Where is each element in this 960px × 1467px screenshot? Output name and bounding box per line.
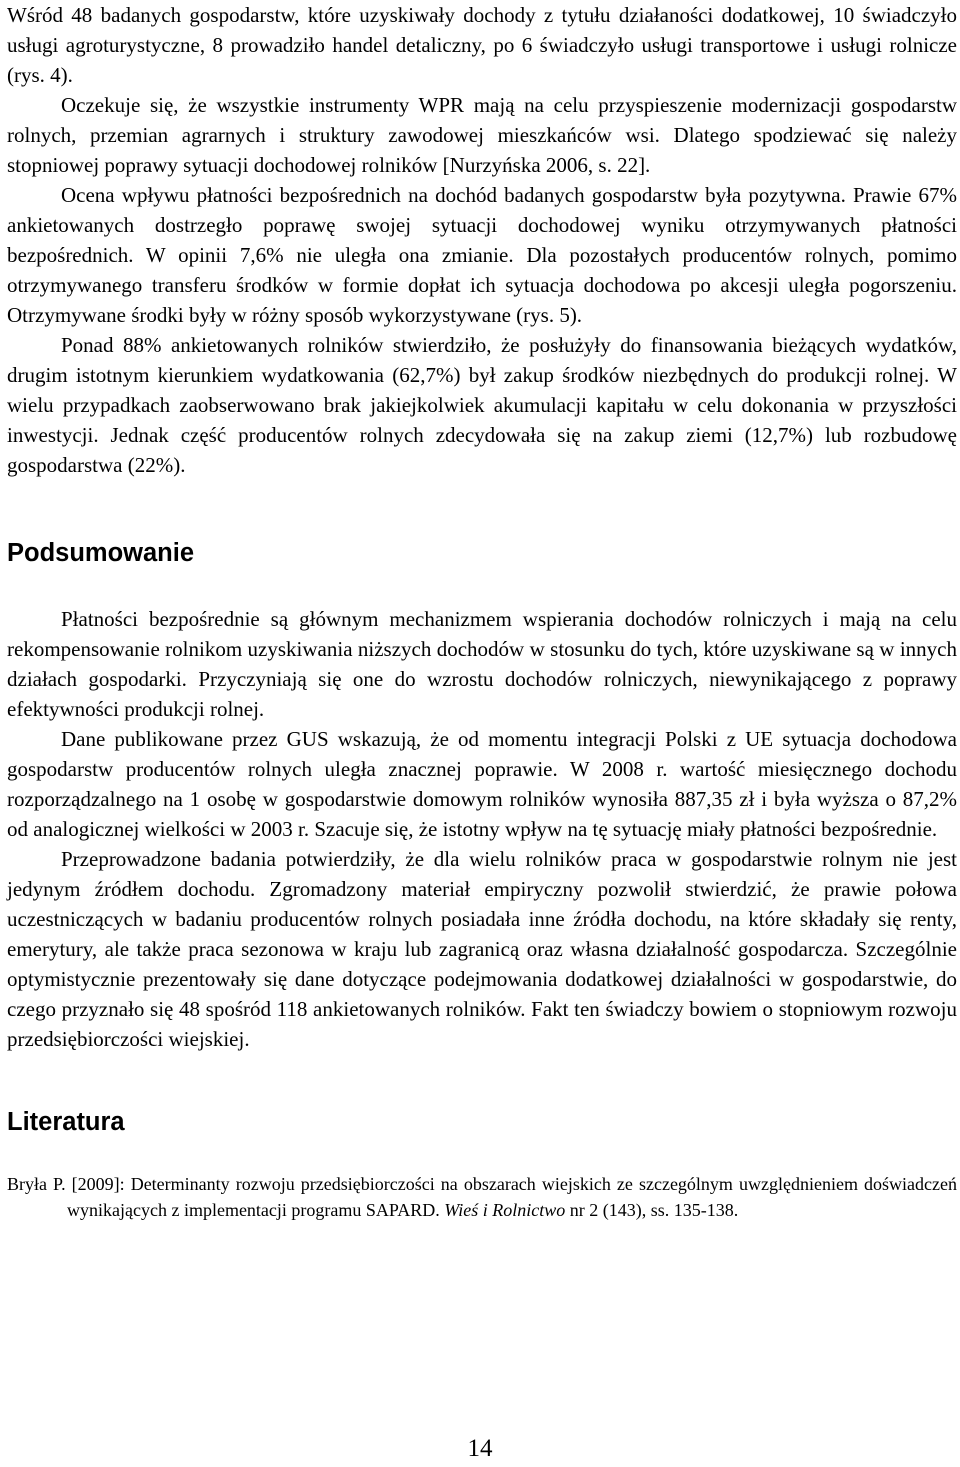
body-paragraph-4: Ponad 88% ankietowanych rolników stwierdziło, że posłużyły do finansowania bieżących wydatków, drugim istotnym kierunkiem wydatkowania (62,7%) był zakup środków niezbędnych do produkcji rolnej. W wielu przypadkach zaobserwowano brak jakiejkolwiek akumulacji kapitału w celu dokonania w przyszłości inwestycji. Jednak część producentów rolnych zdecydowała się na zakup ziemi (12,7%) lub rozbudowę gospodarstwa (22%).	[7, 333, 957, 477]
reference-entry	[7, 1171, 957, 1223]
summary-paragraph-2: Dane publikowane przez GUS wskazują, że od momentu integracji Polski z UE sytuacja dochodowa gospodarstw producentów rolnych uległa znacznej poprawie. W 2008 r. wartość miesięcznego dochodu rozporządzalnego na 1 osobę w gospodarstwie domowym rolników wynosiła 887,35 zł i była wyższa o 87,2% od analogicznej wielkości w 2003 r. Szacuje się, że istotny wpływ na tę sytuację miały płatności bezpośrednie.	[7, 727, 957, 841]
body-paragraph-2: Oczekuje się, że wszystkie instrumenty WPR mają na celu przyspieszenie modernizacji gospodarstw rolnych, przemian agrarnych i struktury zawodowej mieszkańców wsi. Dlatego spodziewać się należy stopniowej poprawy sytuacji dochodowej rolników [Nurzyńska 2006, s. 22].	[7, 93, 957, 177]
reference-details: nr 2 (143), ss. 135-138.	[565, 1200, 739, 1220]
section-heading-summary: Podsumowanie	[7, 539, 195, 567]
body-paragraph-3: Ocena wpływu płatności bezpośrednich na dochód badanych gospodarstw była pozytywna. Prawie 67% ankietowanych dostrzegło poprawę swojej sytuacji dochodowej wyniku otrzymywanych płatności bezpośrednich. W opinii 7,6% nie uległa ona zmianie. Dla pozostałych producentów rolnych, pomimo otrzymywanego transferu środków w formie dopłat ich sytuacja dochodowa po akcesji uległa pogorszeniu. Otrzymywane środki były w różny sposób wykorzystywane (rys. 5).	[7, 183, 957, 327]
page-number: 14	[467, 1435, 493, 1462]
document-page	[7, 0, 957, 1223]
reference-journal: Wieś i Rolnictwo	[444, 1200, 566, 1220]
reference-text: Bryła P. [2009]: Determinanty rozwoju przedsiębiorczości na obszarach wiejskich ze szczególnym uwzględnieniem doświadczeń wynikających z implementacji programu SAPARD.	[7, 1174, 957, 1220]
body-paragraph-1: Wśród 48 badanych gospodarstw, które uzyskiwały dochody z tytułu działaności dodatkowej, 10 świadczyło usługi agroturystyczne, 8 prowadziło handel detaliczny, po 6 świadczyło usługi transportowe i usługi rolnicze (rys. 4).	[7, 3, 957, 87]
summary-paragraph-1: Płatności bezpośrednie są głównym mechanizmem wspierania dochodów rolniczych i mają na celu rekompensowanie rolnikom uzyskiwania niższych dochodów w stosunku do tych, które uzyskiwane są w innych działach gospodarki. Przyczyniają się one do wzrostu dochodów rolniczych, niewynikającego z poprawy efektywności produkcji rolnej.	[7, 607, 957, 721]
section-heading-literature: Literatura	[7, 1108, 125, 1136]
summary-paragraph-3: Przeprowadzone badania potwierdziły, że dla wielu rolników praca w gospodarstwie rolnym nie jest jedynym źródłem dochodu. Zgromadzony materiał empiryczny pozwolił stwierdzić, że prawie połowa uczestniczących w badaniu producentów rolnych posiadała inne źródła dochodu, na które składały się renty, emerytury, ale także praca sezonowa w kraju lub zagranicą oraz własna działalność gospodarcza. Szczególnie optymistycznie prezentowały się dane dotyczące podejmowania dodatkowej działalności w gospodarstwie, do czego przyznało się 48 spośród 118 ankietowanych rolników. Fakt ten świadczy bowiem o stopniowym rozwoju przedsiębiorczości wiejskiej.	[7, 847, 957, 1051]
